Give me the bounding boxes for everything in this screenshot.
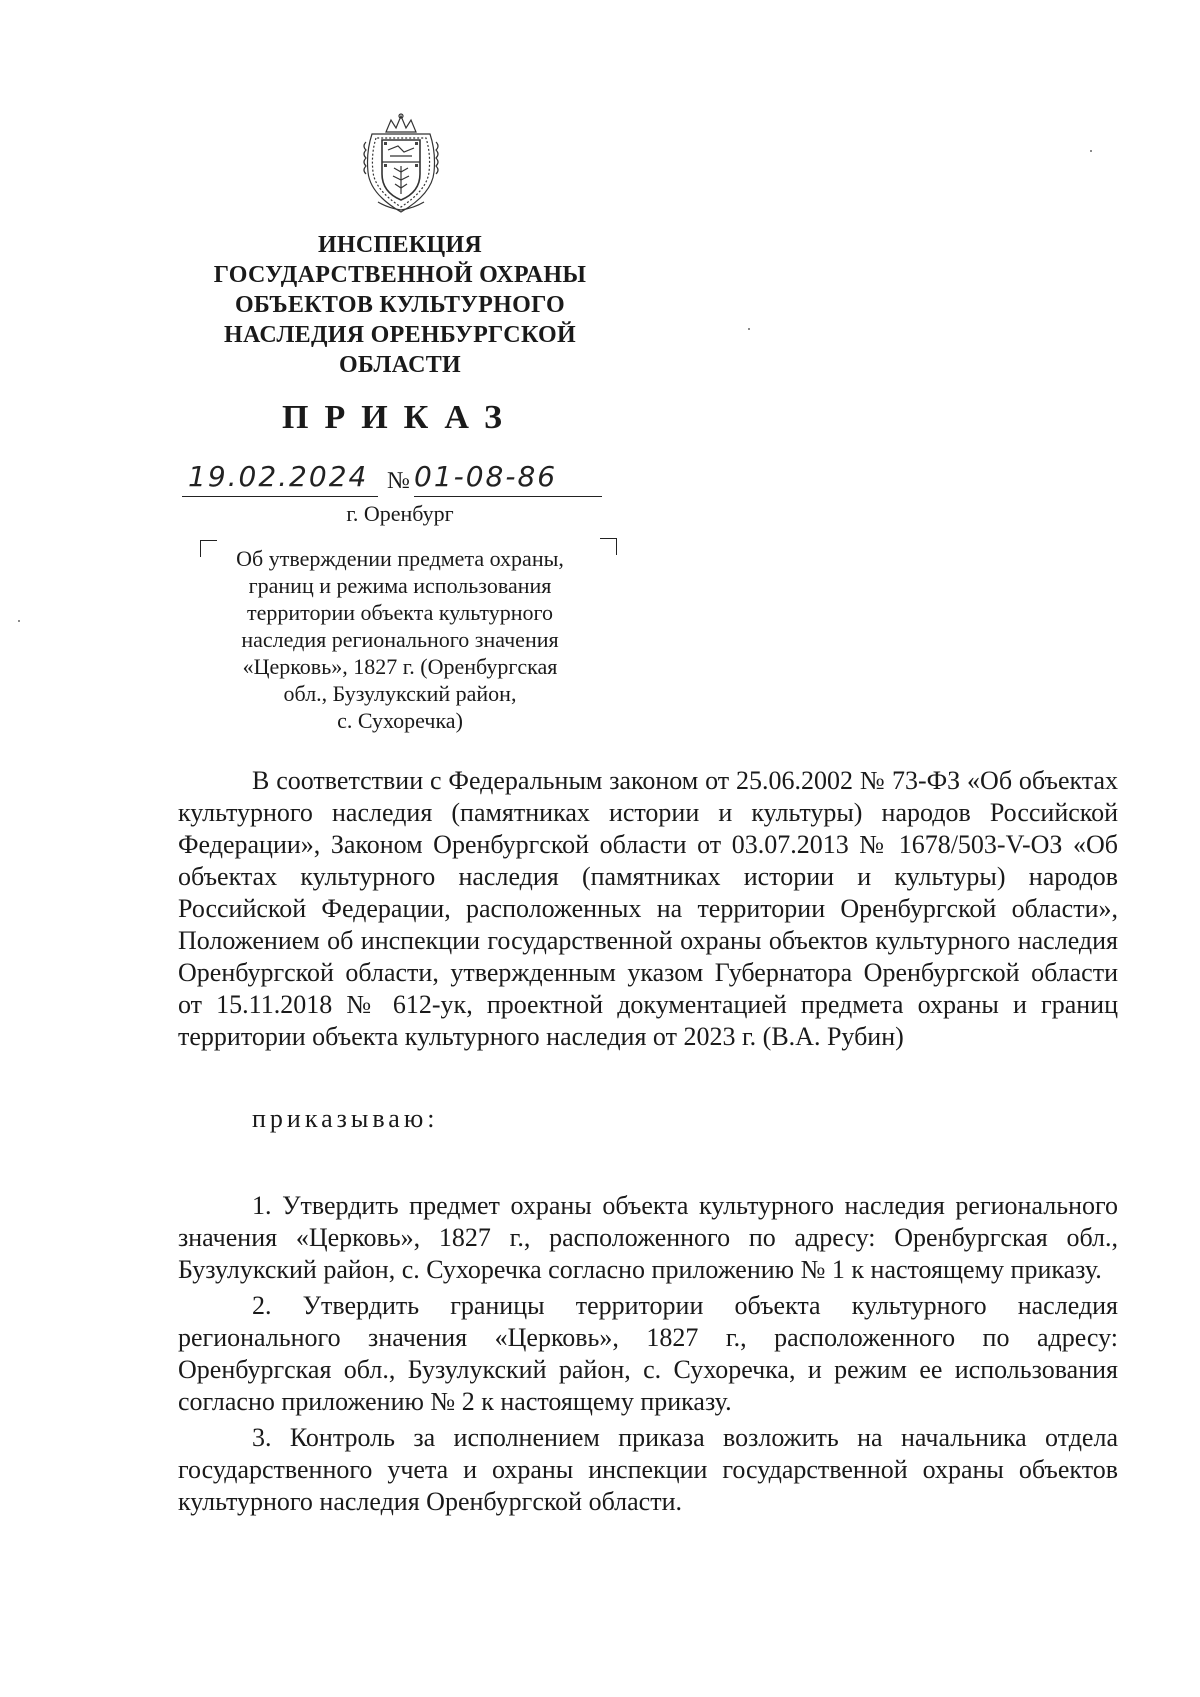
- order-word: приказываю:: [252, 1104, 439, 1133]
- subject-line: территории объекта культурного: [246, 600, 553, 625]
- number-sign: №: [387, 468, 410, 494]
- org-line: НАСЛЕДИЯ ОРЕНБУРГСКОЙ: [224, 322, 576, 348]
- scan-speck: [18, 620, 20, 622]
- handwritten-number: 01-08-86: [414, 460, 558, 493]
- order-subject: [210, 545, 590, 734]
- organization-name: [190, 230, 610, 380]
- regional-coat-of-arms-icon: [358, 112, 444, 216]
- order-items: [178, 1190, 1118, 1518]
- order-item: 2. Утвердить границы территории объекта культурного наследия регионального значения «Церковь», 1827 г., расположенного по адресу: Оренбургская обл., Бузулукский район, с. Сухоречка, и режим ее использования согласно приложению № 2 к настоящему приказу.: [178, 1291, 1118, 1416]
- org-line: ОБЪЕКТОВ КУЛЬТУРНОГО: [234, 292, 566, 318]
- subject-line: наследия регионального значения: [241, 627, 559, 652]
- document-type-title: ПРИКАЗ: [282, 399, 518, 436]
- org-line: ИНСПЕКЦИЯ: [317, 232, 483, 258]
- order-body: [178, 765, 1118, 1522]
- date-underline: [182, 496, 378, 497]
- handwritten-date: 19.02.2024: [188, 460, 369, 493]
- subject-line: «Церковь», 1827 г. (Оренбургская: [242, 654, 558, 679]
- order-item: 1. Утвердить предмет охраны объекта культурного наследия регионального значения «Церковь», 1827 г., расположенного по адресу: Оренбургская обл., Бузулукский район, с. Сухоречка согласно приложению № 1 к настоящему приказу.: [178, 1191, 1118, 1284]
- number-underline: [414, 496, 602, 497]
- subject-line: с. Сухоречка): [337, 708, 463, 733]
- org-line: ГОСУДАРСТВЕННОЙ ОХРАНЫ: [213, 262, 587, 288]
- subject-bracket-right: [600, 538, 617, 555]
- coat-of-arms-emblem: [358, 112, 444, 216]
- order-item: 3. Контроль за исполнением приказа возложить на начальника отдела государственного учета и охраны инспекции государственной охраны объектов культурного наследия Оренбургской области.: [178, 1423, 1118, 1516]
- preamble-paragraph: В соответствии с Федеральным законом от 25.06.2002 № 73-ФЗ «Об объектах культурного наследия (памятниках истории и культуры) народов Российской Федерации», Законом Оренбургской области от 03.07.2013 № 1678/503-V-ОЗ «Об объектах культурного наследия (памятниках истории и культуры) народов Российской Федерации, расположенных на территории Оренбургской области», Положением об инспекции государственной охраны объектов культурного наследия Оренбургской области, утвержденным указом Губернатора Оренбургской области от 15.11.2018 № 612-ук, проектной документацией предмета охраны и границ территории объекта культурного наследия от 2023 г. (В.А. Рубин): [178, 766, 1118, 1051]
- org-line: ОБЛАСТИ: [338, 352, 462, 378]
- subject-line: обл., Бузулукский район,: [283, 681, 517, 706]
- scan-speck: [748, 328, 750, 330]
- subject-line: границ и режима использования: [248, 573, 552, 598]
- city-label: г. Оренбург: [346, 501, 454, 526]
- scan-speck: [1090, 150, 1092, 152]
- subject-line: Об утверждении предмета охраны,: [236, 546, 564, 571]
- date-number-line: [182, 458, 612, 502]
